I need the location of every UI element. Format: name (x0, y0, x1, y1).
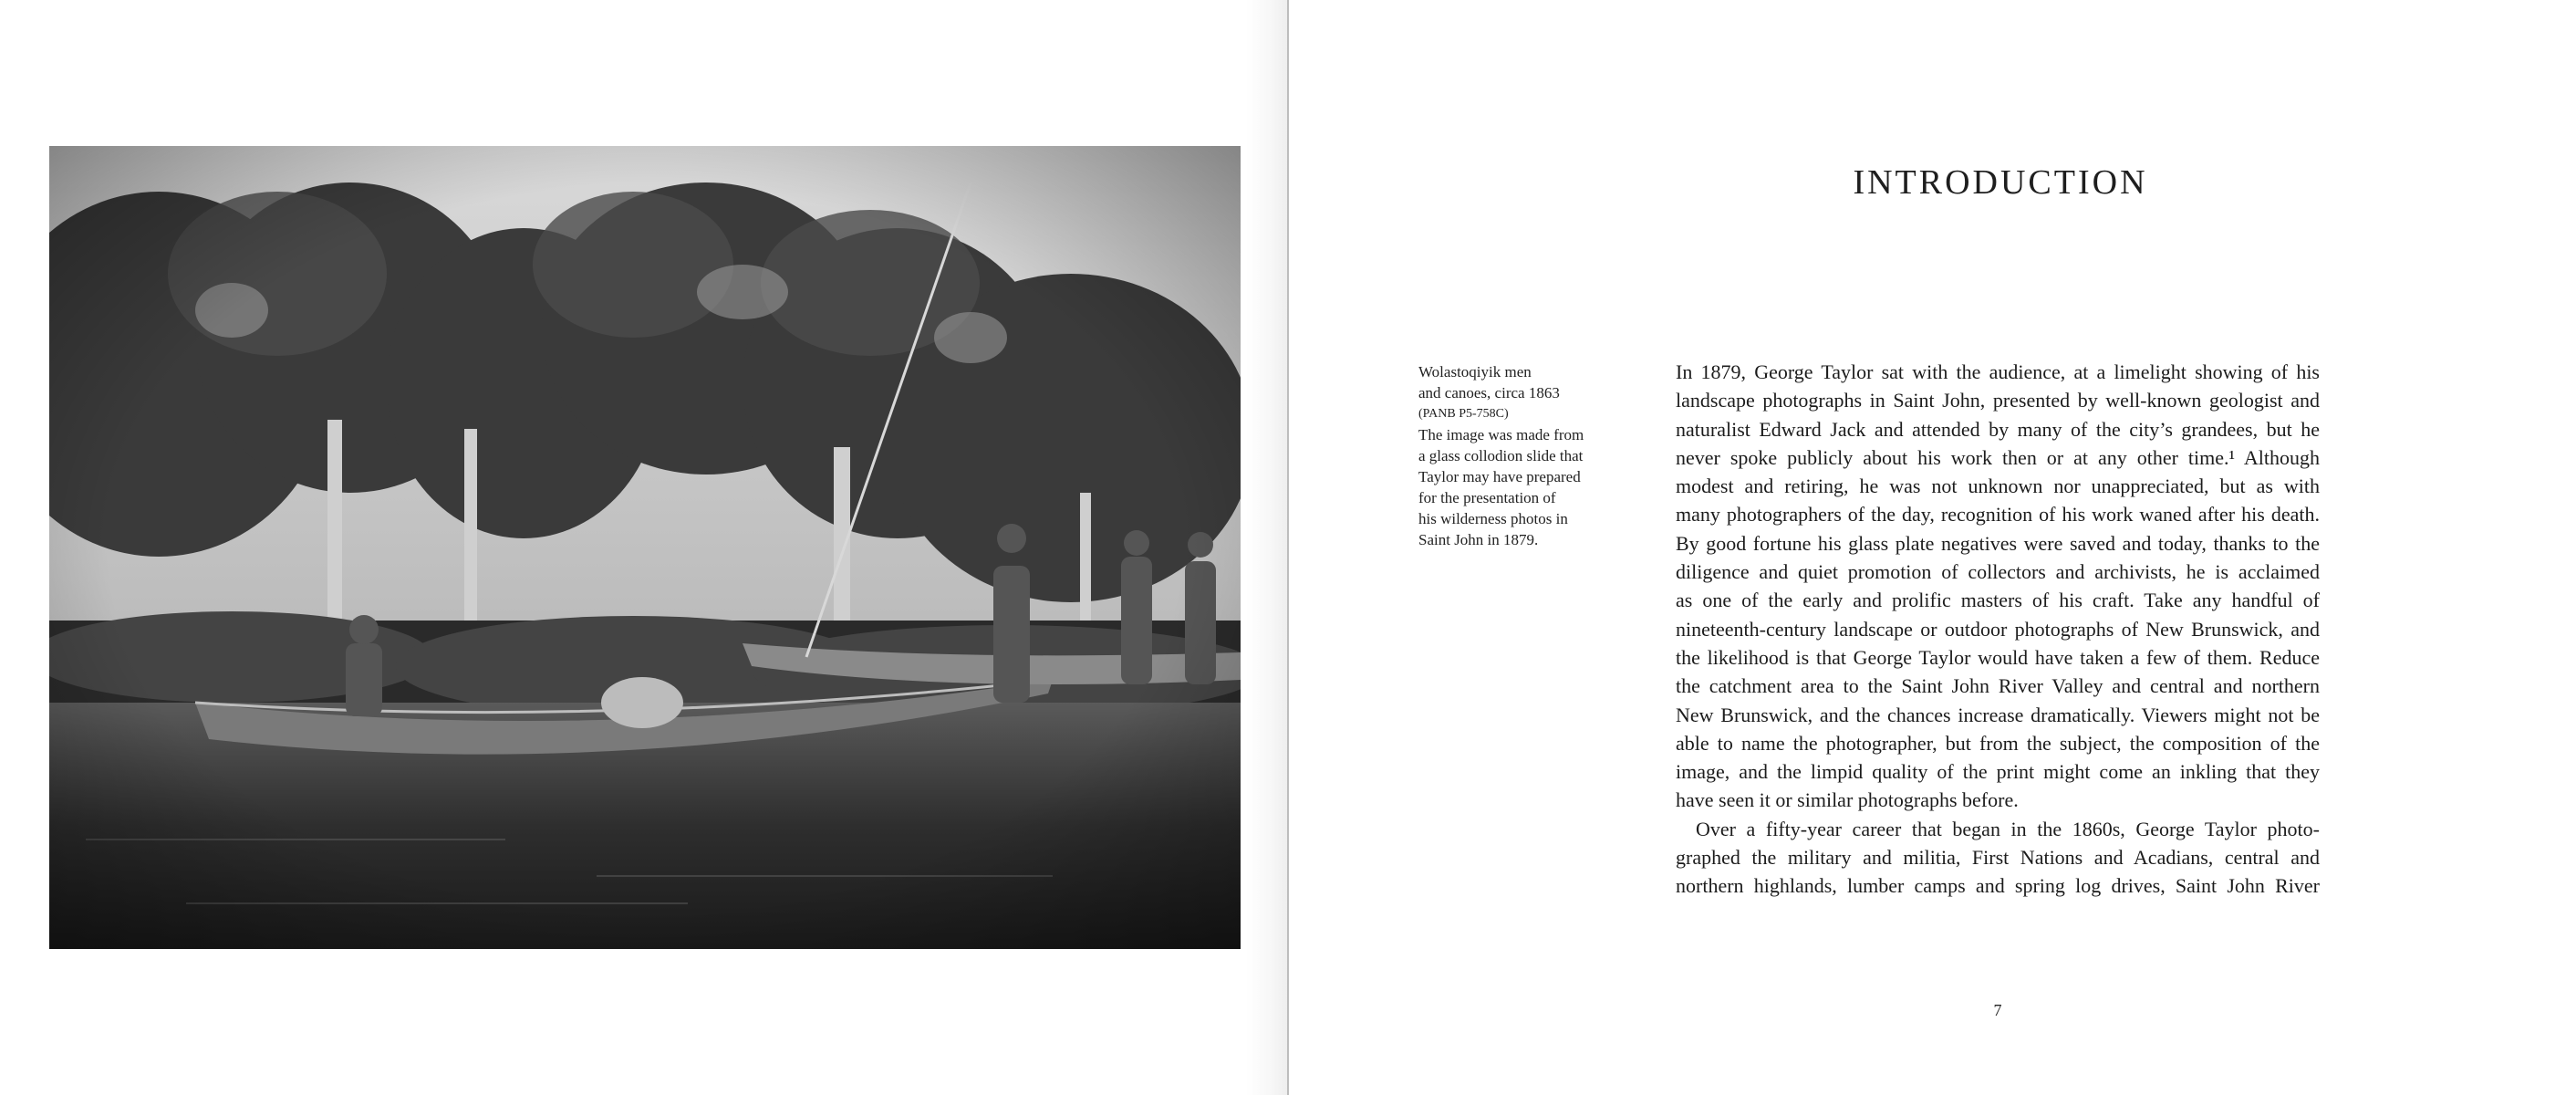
caption-line: and canoes, circa 1863 (1418, 384, 1560, 402)
body-line: In 1879, George Taylor sat with the audience, at a limelight showing of his (1676, 360, 2320, 383)
caption-line: Wolastoqiyik men (1418, 363, 1532, 381)
body-line: landscape photographs in Saint John, presented by well-known geologist and (1676, 389, 2320, 412)
photo-illustration (49, 146, 1241, 949)
caption-archive-reference: (PANB P5-758C) (1418, 407, 1509, 421)
body-line: diligence and quiet promotion of collectors and archivists, he is acclaimed (1676, 560, 2320, 584)
body-line: Over a fifty-year career that began in the 1860s, George Taylor photo- (1696, 817, 2320, 840)
body-line: never spoke publicly about his work then or at any other time.¹ Although (1676, 445, 2320, 469)
body-text (1676, 358, 2320, 901)
body-line: nineteenth-century landscape or outdoor photographs of New Brunswick, and (1676, 617, 2320, 641)
caption-line: for the presentation of (1418, 489, 1556, 506)
body-line: as one of the early and prolific masters of his craft. Take any handful of (1676, 589, 2320, 612)
caption-line: a glass collodion slide that (1418, 447, 1584, 464)
body-line: New Brunswick, and the chances increase dramatically. Viewers might not be (1676, 703, 2320, 726)
body-line: the catchment area to the Saint John River Valley and central and northern (1676, 674, 2320, 698)
body-line: have seen it or similar photographs before. (1676, 788, 2019, 812)
body-line: the likelihood is that George Taylor would have taken a few of them. Reduce (1676, 645, 2320, 669)
caption-line: Saint John in 1879. (1418, 531, 1539, 548)
body-line: naturalist Edward Jack and attended by many of the city’s grandees, but he (1676, 417, 2320, 441)
body-line: image, and the limpid quality of the print might come an inkling that they (1676, 760, 2320, 784)
body-line: northern highlands, lumber camps and spring log drives, Saint John River (1676, 874, 2320, 898)
page-number: 7 (1993, 1001, 2002, 1019)
body-line: modest and retiring, he was not unknown nor unappreciated, but as with (1676, 474, 2320, 498)
photo-caption (1418, 361, 1610, 550)
caption-line: The image was made from (1418, 426, 1584, 443)
body-line: many photographers of the day, recognition of his work waned after his death. (1676, 503, 2320, 527)
body-line: graphed the military and militia, First Nations and Acadians, central and (1676, 846, 2320, 870)
page-gutter (1246, 0, 1288, 1095)
archival-photo-canoes (49, 146, 1241, 949)
caption-line: Taylor may have prepared (1418, 468, 1581, 485)
body-line: able to name the photographer, but from the subject, the composition of the (1676, 731, 2320, 755)
caption-line: his wilderness photos in (1418, 510, 1568, 527)
chapter-heading: INTRODUCTION (1853, 163, 2148, 202)
body-line: By good fortune his glass plate negatives were saved and today, thanks to the (1676, 531, 2320, 555)
left-page (0, 0, 1286, 1095)
